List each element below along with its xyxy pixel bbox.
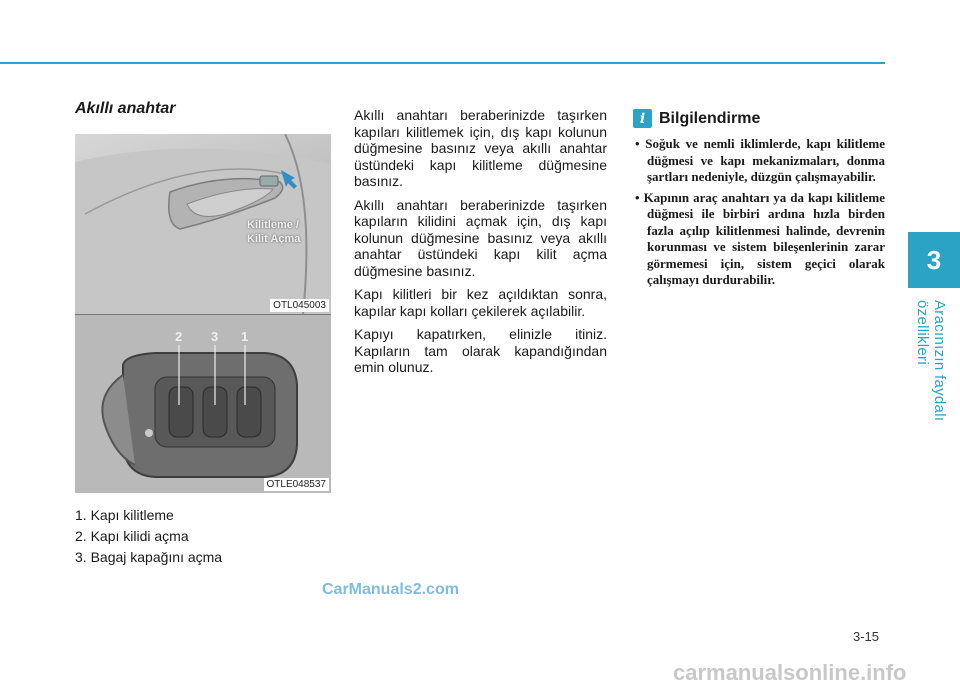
chapter-title: Aracınızın faydalı özellikleri <box>914 300 948 422</box>
body-paragraph: Akıllı anahtarı beraberinizde taşırken kapıları kilitlemek için, dış kapı kolunun düğmesine basınız veya akıllı anahtar üstündeki kapı kilitleme düğmesine basınız. <box>354 107 607 189</box>
list-item: 1. Kapı kilitleme <box>75 507 174 523</box>
section-title: Akıllı anahtar <box>75 100 176 117</box>
key-button-list <box>75 505 333 568</box>
callout-line-2: Kilit Açma <box>247 233 301 245</box>
smart-key-figure <box>75 314 331 493</box>
footer-watermark: carmanualsonline.info <box>673 660 907 685</box>
body-paragraph: Akıllı anahtarı beraberinizde taşırken kapıların kilidini açmak için, dış kapı kolunun düğmesine basınız veya akıllı anahtar üstündeki kapı kilit açma düğmesine basınız. <box>354 196 607 279</box>
figure-callout-label <box>247 218 300 246</box>
list-item: 2. Kapı kilidi açma <box>75 528 189 544</box>
info-icon: i <box>633 109 652 128</box>
smart-key-illustration <box>75 315 331 493</box>
left-column <box>75 100 333 568</box>
info-box <box>633 109 885 293</box>
info-list <box>633 136 885 289</box>
callout-3: 3 <box>211 329 219 344</box>
info-item-text: Soğuk ve nemli iklimlerde, kapı kilitleme düğmesi ve kapı mekanizmaları, donma şartları nedeniyle, düzgün çalışmayabilir. <box>645 136 885 184</box>
info-header <box>633 109 885 128</box>
chapter-number-tab <box>908 232 960 288</box>
list-item: 3. Bagaj kapağını açma <box>75 549 223 565</box>
figure-code: OTLE048537 <box>264 478 330 491</box>
body-paragraph: Kapıyı kapatırken, elinizle itiniz. Kapıların tam olarak kapandığından emin olunuz. <box>354 326 607 375</box>
watermark-link[interactable]: CarManuals2.com <box>322 581 459 598</box>
callout-1: 1 <box>241 329 249 344</box>
callout-line-1: Kilitleme / <box>247 219 299 231</box>
info-list-item: • Kapının araç anahtarı ya da kapı kilitleme düğmesi ile birbiri ardına hızla birden fazla açılıp kilitlenmesi halinde, devrenin korunması ve sistem bileşenlerinin zarar görmemesi için, sistem geçici olarak çalışmayı durdurabilir. <box>635 189 885 287</box>
chapter-number: 3 <box>926 244 942 275</box>
info-title: Bilgilendirme <box>659 109 761 127</box>
header-rule <box>0 62 885 64</box>
info-item-text: Kapının araç anahtarı ya da kapı kilitleme düğmesi ile birbiri ardına hızla birden fazla açılıp kilitlenmesi halinde, devrenin korunması ve sistem bileşenlerinin zarar görmemesi için, sistem geçici olarak çalışmayı durdurabilir. <box>643 189 885 287</box>
figure-code: OTL045003 <box>270 299 329 312</box>
callout-2: 2 <box>175 329 183 344</box>
middle-column <box>354 107 607 383</box>
body-paragraph: Kapı kilitleri bir kez açıldıktan sonra, kapılar kapı kolları çekilerek açılabilir. <box>354 286 607 319</box>
info-list-item: • Soğuk ve nemli iklimlerde, kapı kilitleme düğmesi ve kapı mekanizmaları, donma şartları nedeniyle, düzgün çalışmayabilir. <box>635 136 885 184</box>
door-handle-figure <box>75 134 331 314</box>
page-number: 3-15 <box>853 629 880 644</box>
